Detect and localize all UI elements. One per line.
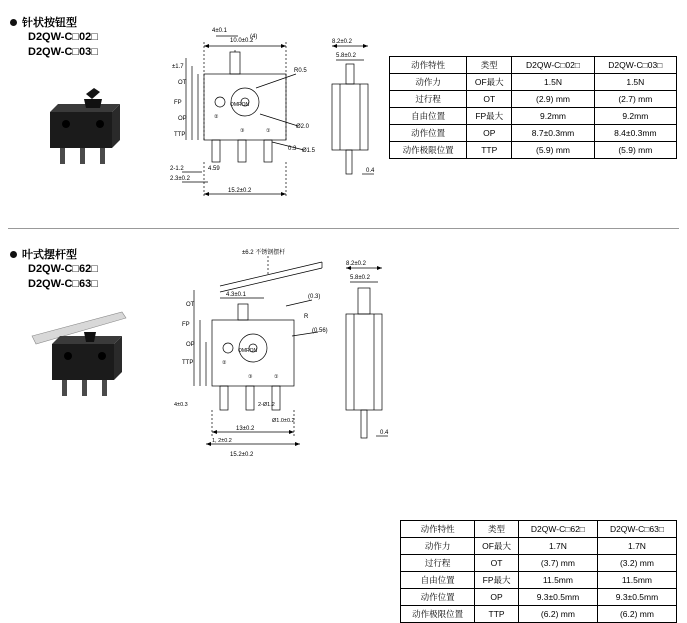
section-divider bbox=[8, 228, 679, 229]
section-title-label: 针状按钮型 bbox=[22, 17, 77, 29]
cell-characteristic: 自由位置 bbox=[401, 572, 475, 589]
header-type: 类型 bbox=[467, 57, 512, 74]
svg-text:2.3±0.2: 2.3±0.2 bbox=[170, 176, 190, 182]
header-characteristic: 动作特性 bbox=[401, 521, 475, 538]
svg-text:4±0.1: 4±0.1 bbox=[212, 28, 227, 34]
header-characteristic: 动作特性 bbox=[390, 57, 467, 74]
cell-characteristic: 自由位置 bbox=[390, 108, 467, 125]
cell-value-2: (3.2) mm bbox=[597, 555, 676, 572]
title-block-1 bbox=[10, 14, 160, 60]
svg-text:5.8±0.2: 5.8±0.2 bbox=[350, 275, 370, 281]
table-row bbox=[390, 91, 677, 108]
svg-text:OMRON: OMRON bbox=[230, 102, 250, 108]
svg-text:Ø1.5: Ø1.5 bbox=[302, 148, 316, 154]
cell-value-1: 8.7±0.3mm bbox=[512, 125, 594, 142]
title-block-2 bbox=[10, 246, 160, 292]
cell-value-1: 11.5mm bbox=[518, 572, 597, 589]
cell-value-1: 9.2mm bbox=[512, 108, 594, 125]
svg-text:13±0.2: 13±0.2 bbox=[236, 426, 255, 432]
cell-value-2: 1.7N bbox=[597, 538, 676, 555]
header-model-2: D2QW-C□63□ bbox=[597, 521, 676, 538]
cell-characteristic: 动作位置 bbox=[401, 589, 475, 606]
table-row bbox=[401, 555, 677, 572]
svg-text:OT: OT bbox=[178, 80, 187, 86]
section-pin-plunger bbox=[0, 0, 687, 228]
bullet-icon bbox=[10, 251, 17, 258]
table-row bbox=[401, 538, 677, 555]
section-title-2 bbox=[10, 246, 160, 262]
cell-type: OF最大 bbox=[467, 74, 512, 91]
svg-text:②: ② bbox=[214, 114, 219, 120]
cell-characteristic: 动作力 bbox=[390, 74, 467, 91]
svg-text:15.2±0.2: 15.2±0.2 bbox=[228, 188, 252, 194]
side-view-drawing-1 bbox=[318, 34, 384, 194]
svg-text:R0.5: R0.5 bbox=[294, 68, 307, 74]
svg-text:±1.7: ±1.7 bbox=[172, 64, 184, 70]
cell-characteristic: 动作位置 bbox=[390, 125, 467, 142]
cell-value-2: (6.2) mm bbox=[597, 606, 676, 623]
svg-text:(4): (4) bbox=[250, 34, 258, 40]
cell-value-1: (6.2) mm bbox=[518, 606, 597, 623]
model-code-2a: D2QW-C□62□ bbox=[28, 263, 98, 275]
spec-table-2 bbox=[400, 520, 677, 623]
cell-value-2: 9.3±0.5mm bbox=[597, 589, 676, 606]
table-header-row bbox=[390, 57, 677, 74]
side-view-drawing-2 bbox=[332, 254, 398, 454]
spec-table-1 bbox=[389, 56, 677, 159]
table-header-row bbox=[401, 521, 677, 538]
svg-text:①: ① bbox=[274, 374, 279, 380]
svg-text:4±0.3: 4±0.3 bbox=[174, 402, 188, 408]
svg-text:0.4: 0.4 bbox=[380, 430, 389, 436]
cell-characteristic: 动作力 bbox=[401, 538, 475, 555]
svg-text:4.3±0.1: 4.3±0.1 bbox=[226, 292, 246, 298]
cell-type: TTP bbox=[475, 606, 519, 623]
svg-text:2-Ø1.2: 2-Ø1.2 bbox=[258, 402, 275, 408]
svg-text:R: R bbox=[304, 314, 309, 320]
svg-text:OP: OP bbox=[186, 342, 195, 348]
cell-type: OP bbox=[467, 125, 512, 142]
model-code-1a: D2QW-C□02□ bbox=[28, 31, 98, 43]
svg-text:①: ① bbox=[266, 128, 271, 134]
cell-characteristic: 过行程 bbox=[390, 91, 467, 108]
cell-type: OT bbox=[475, 555, 519, 572]
cell-type: TTP bbox=[467, 142, 512, 159]
svg-text:(0.56): (0.56) bbox=[312, 328, 328, 334]
svg-text:±6.2 不锈钢摆杆: ±6.2 不锈钢摆杆 bbox=[242, 250, 286, 256]
svg-text:15.2±0.2: 15.2±0.2 bbox=[230, 452, 254, 458]
svg-text:③: ③ bbox=[248, 374, 253, 380]
cell-value-1: 1.7N bbox=[518, 538, 597, 555]
cell-value-2: 1.5N bbox=[594, 74, 676, 91]
pin-plunger-switch-photo bbox=[28, 82, 148, 172]
table-row bbox=[390, 108, 677, 125]
cell-characteristic: 过行程 bbox=[401, 555, 475, 572]
hinge-lever-switch-photo bbox=[22, 302, 152, 402]
header-model-1: D2QW-C□02□ bbox=[512, 57, 594, 74]
cell-value-2: 9.2mm bbox=[594, 108, 676, 125]
cell-characteristic: 动作极限位置 bbox=[390, 142, 467, 159]
svg-text:OT: OT bbox=[186, 302, 195, 308]
svg-text:FP: FP bbox=[174, 100, 182, 106]
table-row bbox=[390, 142, 677, 159]
svg-text:OMRON: OMRON bbox=[238, 348, 258, 354]
cell-type: FP最大 bbox=[467, 108, 512, 125]
table-row bbox=[401, 589, 677, 606]
svg-text:Ø2.0: Ø2.0 bbox=[296, 124, 310, 130]
svg-text:TTP: TTP bbox=[174, 132, 186, 138]
cell-characteristic: 动作极限位置 bbox=[401, 606, 475, 623]
table-row bbox=[401, 572, 677, 589]
cell-value-2: 11.5mm bbox=[597, 572, 676, 589]
cell-type: OP bbox=[475, 589, 519, 606]
cell-type: OT bbox=[467, 91, 512, 108]
cell-value-1: 1.5N bbox=[512, 74, 594, 91]
header-type: 类型 bbox=[475, 521, 519, 538]
svg-text:8.2±0.2: 8.2±0.2 bbox=[346, 261, 366, 267]
bullet-icon bbox=[10, 19, 17, 26]
header-model-1: D2QW-C□62□ bbox=[518, 521, 597, 538]
cell-value-1: (2.9) mm bbox=[512, 91, 594, 108]
header-model-2: D2QW-C□03□ bbox=[594, 57, 676, 74]
svg-text:Ø1.0±0.2: Ø1.0±0.2 bbox=[272, 418, 295, 424]
svg-text:10.0±0.2: 10.0±0.2 bbox=[230, 38, 254, 44]
model-code-2b: D2QW-C□63□ bbox=[28, 278, 98, 290]
svg-text:2-1.2: 2-1.2 bbox=[170, 166, 184, 172]
cell-type: FP最大 bbox=[475, 572, 519, 589]
model-code-1b: D2QW-C□03□ bbox=[28, 46, 98, 58]
svg-text:(0.3): (0.3) bbox=[308, 294, 321, 300]
section-hinge-lever bbox=[0, 232, 687, 619]
svg-text:OP: OP bbox=[178, 116, 187, 122]
svg-text:FP: FP bbox=[182, 322, 190, 328]
cell-value-1: (5.9) mm bbox=[512, 142, 594, 159]
section-title-label: 叶式摆杆型 bbox=[22, 249, 77, 261]
cell-value-2: 8.4±0.3mm bbox=[594, 125, 676, 142]
svg-text:②: ② bbox=[222, 360, 227, 366]
section-title-1 bbox=[10, 14, 160, 30]
svg-text:TTP: TTP bbox=[182, 360, 194, 366]
svg-text:1, 2±0.2: 1, 2±0.2 bbox=[212, 438, 232, 444]
cell-value-2: (2.7) mm bbox=[594, 91, 676, 108]
table-row bbox=[401, 606, 677, 623]
svg-text:0.4: 0.4 bbox=[366, 168, 375, 174]
cell-type: OF最大 bbox=[475, 538, 519, 555]
cell-value-2: (5.9) mm bbox=[594, 142, 676, 159]
table-row bbox=[390, 74, 677, 91]
svg-text:5.8±0.2: 5.8±0.2 bbox=[336, 53, 356, 59]
svg-text:4.59: 4.59 bbox=[208, 166, 220, 172]
table-row bbox=[390, 125, 677, 142]
svg-text:③: ③ bbox=[240, 128, 245, 134]
cell-value-1: (3.7) mm bbox=[518, 555, 597, 572]
svg-text:0.3: 0.3 bbox=[288, 146, 297, 152]
cell-value-1: 9.3±0.5mm bbox=[518, 589, 597, 606]
svg-text:8.2±0.2: 8.2±0.2 bbox=[332, 39, 352, 45]
